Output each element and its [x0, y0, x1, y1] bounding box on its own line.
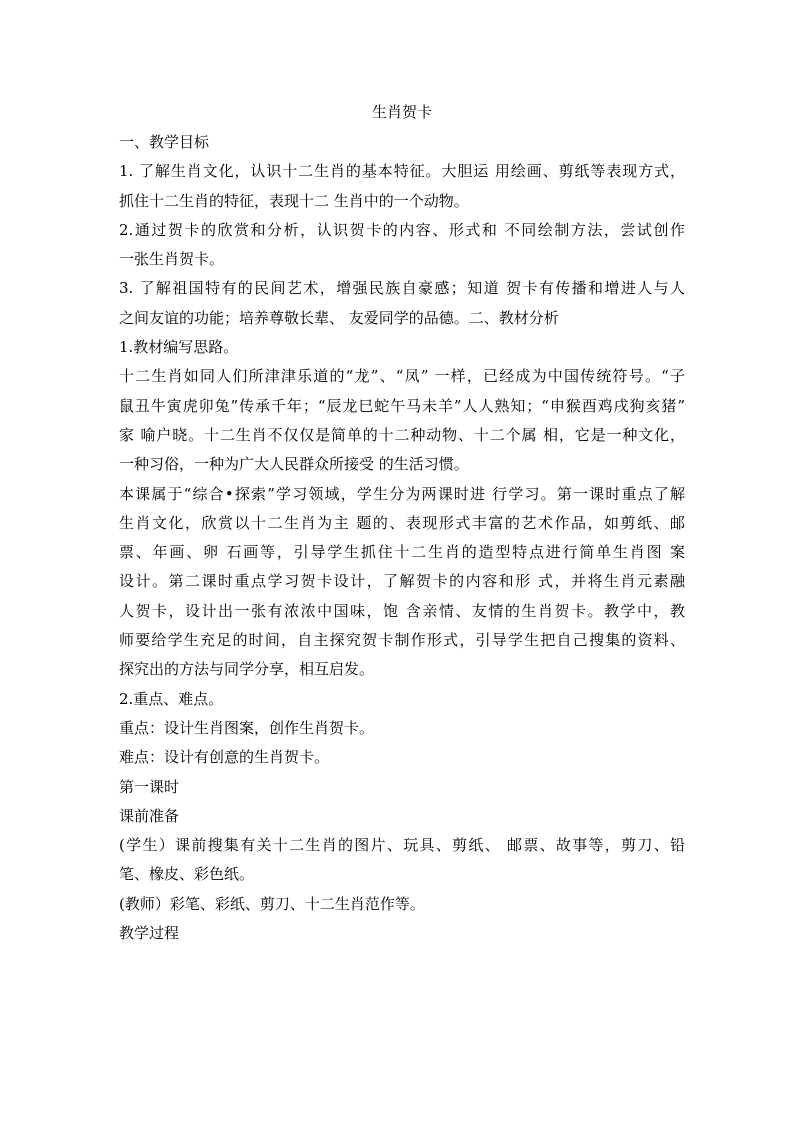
paragraph-line: 生肖文化，欣赏以十二生肖为主 题的、表现形式丰富的艺术作品，如剪纸、邮	[119, 513, 685, 532]
paragraph-line: 鼠丑牛寅虎卯兔”传承千年；“辰龙巳蛇午马未羊”人人熟知；“申猴酉鸡戌狗亥猪”	[119, 396, 685, 415]
paragraph-line: 之间友谊的功能；培养尊敬长辈、 友爱同学的品德。二、教材分析	[119, 308, 559, 327]
paragraph-line: 师要给学生充足的时间，自主探究贺卡制作形式，引导学生把自己搜集的资料、	[119, 631, 685, 650]
document-page	[119, 100, 685, 948]
paragraph-line: 重点：设计生肖图案，创作生肖贺卡。	[119, 718, 375, 737]
paragraph-line: 十二生肖如同人们所津津乐道的“龙”、“凤” 一样，已经成为中国传统符号。“子	[119, 367, 685, 386]
paragraph-line: 家 喻户晓。十二生肖不仅仅是简单的十二种动物、十二个属 相，它是一种文化，	[119, 425, 685, 444]
document-title: 生肖贺卡	[371, 103, 432, 121]
subheading-line: 1.教材编写思路。	[119, 338, 239, 357]
paragraph-line: 设计。第二课时重点学习贺卡设计，了解贺卡的内容和形 式，并将生肖元素融	[119, 572, 685, 591]
subheading-line: 教学过程	[119, 924, 180, 943]
subheading-line: 2.重点、难点。	[119, 689, 224, 708]
paragraph-line: (学生）课前搜集有关十二生肖的图片、玩具、剪纸、 邮票、故事等，剪刀、铅	[119, 836, 685, 855]
paragraph-line: 难点：设计有创意的生肖贺卡。	[119, 748, 330, 767]
paragraph-line: 人贺卡，设计出一张有浓浓中国味，饱 含亲情、友情的生肖贺卡。教学中，教	[119, 601, 685, 620]
heading-teaching-goals: 一、教学目标	[119, 133, 210, 151]
paragraph-line: 3. 了解祖国特有的民间艺术，增强民族自豪感；知道 贺卡有传播和增进人与人	[119, 279, 685, 298]
paragraph-line: 1. 了解生肖文化，认识十二生肖的基本特征。大胆运 用绘画、剪纸等表现方式，	[119, 162, 685, 181]
paragraph-line: 一张生肖贺卡。	[119, 250, 225, 269]
paragraph-line: 抓住十二生肖的特征，表现十二 生肖中的一个动物。	[119, 191, 469, 210]
subheading-line: 课前准备	[119, 806, 180, 825]
paragraph-line: (教师）彩笔、彩纸、剪刀、十二生肖范作等。	[119, 894, 425, 913]
paragraph-line: 2.通过贺卡的欣赏和分析，认识贺卡的内容、形式和 不同绘制方法，尝试创作	[119, 220, 685, 239]
paragraph-line: 本课属于“综合•探索”学习领域，学生分为两课时进 行学习。第一课时重点了解	[119, 484, 685, 503]
subheading-line: 第一课时	[119, 777, 180, 796]
paragraph-line: 票、年画、卵 石画等，引导学生抓住十二生肖的造型特点进行简单生肖图 案	[119, 543, 685, 562]
paragraph-line: 一种习俗，一种为广大人民群众所接受 的生活习惯。	[119, 455, 469, 474]
paragraph-line: 笔、橡皮、彩色纸。	[119, 865, 255, 884]
paragraph-line: 探究出的方法与同学分享，相互启发。	[119, 660, 375, 679]
